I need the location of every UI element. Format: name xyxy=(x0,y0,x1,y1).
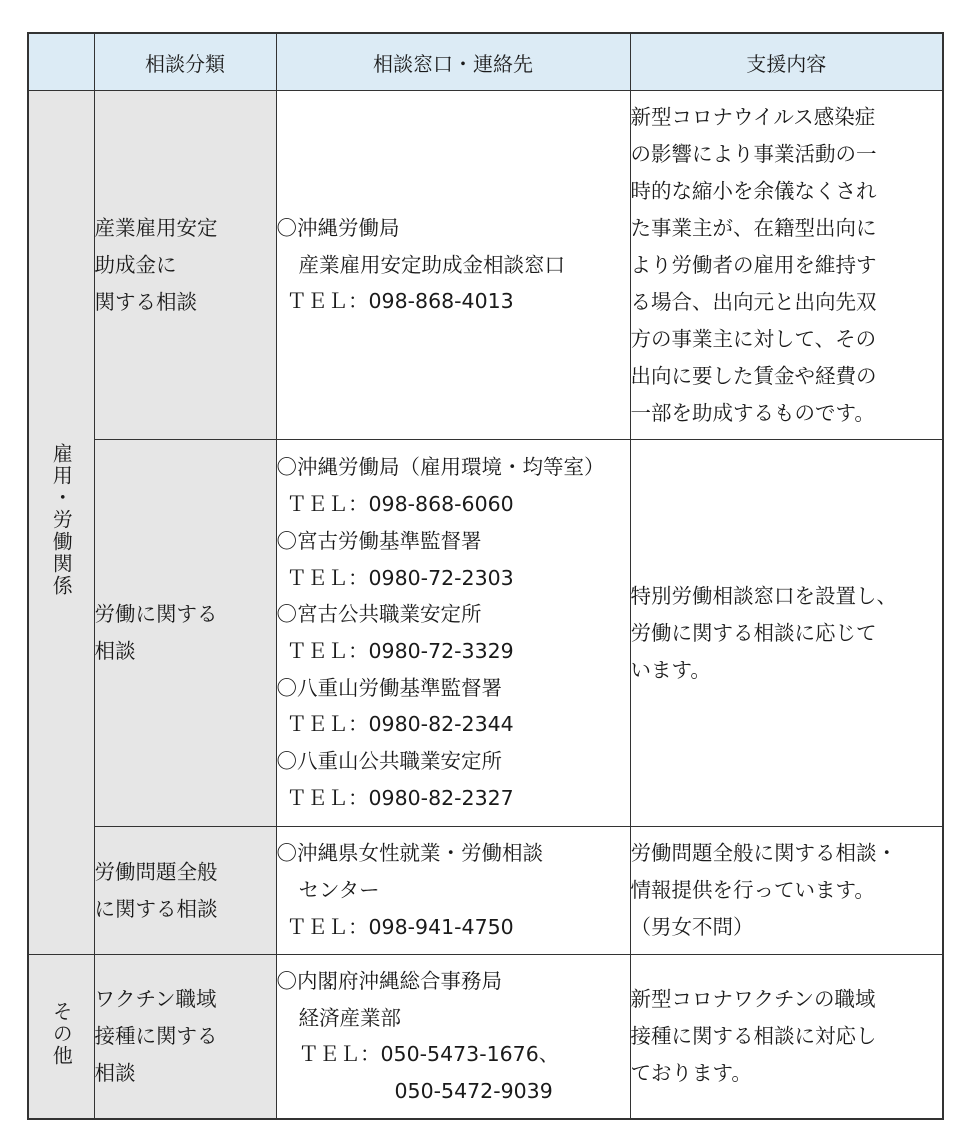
support-line: 特別労働相談窓口を設置し、 xyxy=(630,583,897,608)
support-line: 情報提供を行っています。 xyxy=(630,878,875,902)
support-cell xyxy=(630,440,943,827)
category-line: 接種に関する xyxy=(94,1023,218,1048)
contact-tel: ＴＥＬ：098-868-6060 xyxy=(286,492,514,517)
category-line: 労働問題全般 xyxy=(94,859,218,884)
support-line: より労働者の雇用を維持す xyxy=(630,252,877,277)
support-line: 時的な縮小を余儀なくされ xyxy=(630,178,877,203)
contact-office-dept: センター xyxy=(298,878,380,903)
category-line: 助成金に xyxy=(94,252,177,277)
group-other-label: その他 xyxy=(49,1000,74,1067)
contact-tel: ＴＥＬ：0980-82-2327 xyxy=(286,785,514,810)
contact-tel: ＴＥＬ：0980-72-3329 xyxy=(286,639,514,663)
contact-cell xyxy=(276,827,630,955)
group-employment-label: 雇用・労働関係 xyxy=(49,443,74,597)
support-line: た事業主が、在籍型出向に xyxy=(630,215,877,240)
table-row xyxy=(28,91,943,440)
support-line: （男女不問） xyxy=(630,915,754,939)
table-row xyxy=(28,827,943,955)
contact-office: 〇内閣府沖縄総合事務局 xyxy=(276,968,502,993)
support-line: 接種に関する相談に対応し xyxy=(630,1023,877,1048)
category-line: 労働に関する xyxy=(94,602,218,626)
category-line: 相談 xyxy=(94,639,136,663)
category-line: 関する相談 xyxy=(94,289,197,314)
contact-office: 〇八重山公共職業安定所 xyxy=(276,749,502,774)
contact-office-dept: 経済産業部 xyxy=(298,1005,401,1030)
category-cell xyxy=(94,440,276,827)
header-contact: 相談窓口・連絡先 xyxy=(276,33,630,91)
contact-office: 〇沖縄県女性就業・労働相談 xyxy=(276,841,543,866)
support-cell xyxy=(630,827,943,955)
contact-tel: ＴＥＬ：0980-82-2344 xyxy=(286,712,514,737)
group-other xyxy=(28,955,94,1119)
support-line: 方の事業主に対して、その xyxy=(630,326,877,351)
support-cell xyxy=(630,91,943,440)
support-line: います。 xyxy=(630,657,711,682)
contact-office: 〇沖縄労働局 xyxy=(276,215,400,240)
header-blank xyxy=(28,33,94,91)
group-employment xyxy=(28,91,94,955)
category-cell xyxy=(94,827,276,955)
support-line: 新型コロナウイルス感染症 xyxy=(630,104,876,129)
contact-tel: 050-5472-9039 xyxy=(394,1078,553,1103)
category-line: に関する相談 xyxy=(94,896,218,921)
contact-cell xyxy=(276,440,630,827)
contact-office: 〇宮古公共職業安定所 xyxy=(276,602,482,627)
contact-office: 〇沖縄労働局（雇用環境・均等室） xyxy=(276,455,605,480)
table-row xyxy=(28,955,943,1119)
contact-tel: ＴＥＬ：098-941-4750 xyxy=(286,914,514,939)
support-line: 労働に関する相談に応じて xyxy=(630,620,877,645)
support-line: 労働問題全般に関する相談・ xyxy=(630,841,897,865)
support-line: ております。 xyxy=(630,1060,752,1085)
support-line: 一部を助成するものです。 xyxy=(630,400,875,425)
header-category: 相談分類 xyxy=(94,33,276,91)
header-support: 支援内容 xyxy=(630,33,943,91)
support-cell xyxy=(630,955,943,1119)
consultation-table xyxy=(27,32,944,1120)
support-line: 新型コロナワクチンの職域 xyxy=(630,986,876,1011)
contact-tel: ＴＥＬ：050-5473-1676、 xyxy=(298,1042,560,1067)
category-cell xyxy=(94,91,276,440)
table-row xyxy=(28,440,943,827)
contact-tel: ＴＥＬ：098-868-4013 xyxy=(286,289,514,314)
contact-office: 〇八重山労働基準監督署 xyxy=(276,675,502,700)
contact-cell xyxy=(276,955,630,1119)
contact-office: 〇宮古労働基準監督署 xyxy=(276,528,482,553)
support-line: 出向に要した賃金や経費の xyxy=(630,363,877,388)
support-line: の影響により事業活動の一 xyxy=(630,141,877,166)
category-line: 産業雇用安定 xyxy=(94,215,218,240)
contact-cell xyxy=(276,91,630,440)
contact-tel: ＴＥＬ：0980-72-2303 xyxy=(286,565,514,590)
category-cell xyxy=(94,955,276,1119)
support-line: る場合、出向元と出向先双 xyxy=(630,289,877,314)
contact-office-dept: 産業雇用安定助成金相談窓口 xyxy=(298,252,565,277)
header-row xyxy=(28,33,943,91)
category-line: ワクチン職域 xyxy=(94,986,217,1011)
category-line: 相談 xyxy=(94,1060,136,1085)
